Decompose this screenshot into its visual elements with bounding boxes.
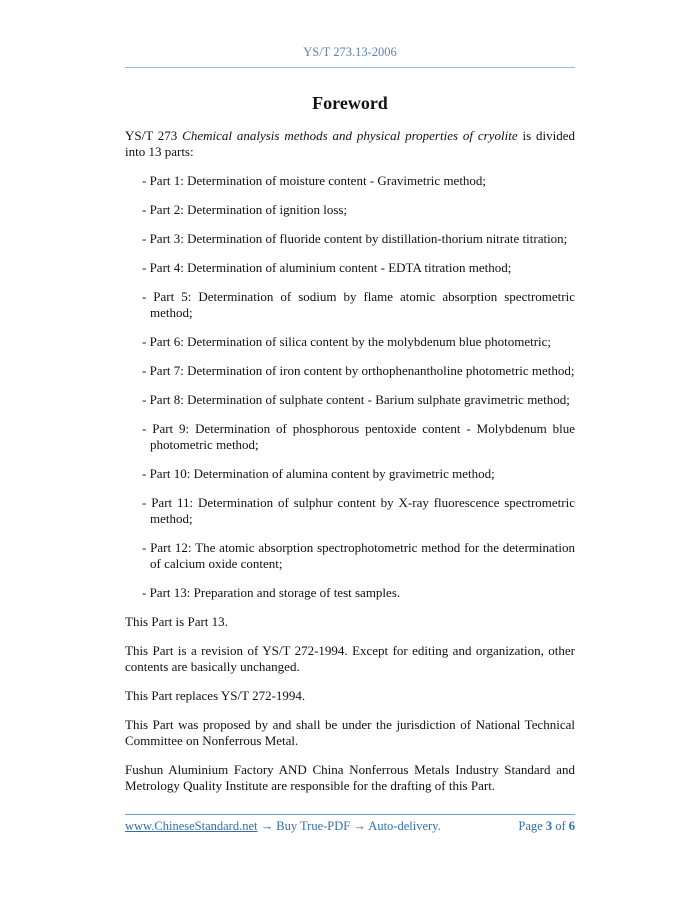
part-list-item: - Part 5: Determination of sodium by flame atomic absorption spectrometric method; bbox=[142, 289, 575, 320]
document-body bbox=[125, 128, 575, 794]
page-title: Foreword bbox=[312, 93, 388, 113]
part-list-item: - Part 11: Determination of sulphur content by X-ray fluorescence spectrometric method; bbox=[142, 495, 575, 526]
part-list-item: - Part 9: Determination of phosphorous pentoxide content - Molybdenum blue photometric method; bbox=[142, 421, 575, 452]
part-list-item: - Part 2: Determination of ignition loss; bbox=[142, 202, 348, 217]
body-paragraph: This Part replaces YS/T 272-1994. bbox=[125, 688, 306, 703]
page-number bbox=[518, 818, 575, 834]
part-list-item: - Part 6: Determination of silica content by the molybdenum blue photometric; bbox=[142, 334, 552, 349]
part-list-item: - Part 12: The atomic absorption spectrophotometric method for the determination of calcium oxide content; bbox=[142, 540, 575, 571]
part-list-item: - Part 4: Determination of aluminium content - EDTA titration method; bbox=[142, 260, 512, 275]
part-list-item: - Part 1: Determination of moisture content - Gravimetric method; bbox=[142, 173, 487, 188]
intro-title: Chemical analysis methods and physical properties of cryolite bbox=[182, 128, 518, 143]
body-paragraph: This Part is Part 13. bbox=[125, 614, 228, 629]
footer bbox=[125, 818, 575, 834]
document-page bbox=[125, 0, 575, 854]
page-label: Page bbox=[518, 819, 546, 833]
header-divider bbox=[125, 67, 575, 68]
intro-suffix: is divided into 13 parts: bbox=[125, 128, 575, 159]
intro-prefix: YS/T 273 bbox=[125, 128, 183, 143]
part-list-item: - Part 3: Determination of fluoride content by distillation-thorium nitrate titration; bbox=[142, 231, 568, 246]
buy-pdf-text: → Buy True-PDF → Auto-delivery. bbox=[257, 819, 441, 833]
of-label: of bbox=[552, 819, 569, 833]
footer-promo bbox=[125, 818, 441, 834]
website-link[interactable]: www.ChineseStandard.net bbox=[125, 819, 258, 833]
part-list-item: - Part 7: Determination of iron content by orthophenantholine photometric method; bbox=[142, 363, 575, 378]
footer-divider bbox=[125, 814, 575, 815]
total-pages: 6 bbox=[568, 819, 575, 833]
body-paragraph: This Part was proposed by and shall be under the jurisdiction of National Technical Committee on Nonferrous Metal. bbox=[125, 717, 575, 748]
body-paragraph: Fushun Aluminium Factory AND China Nonferrous Metals Industry Standard and Metrology Quality Institute are responsible for the drafting of this Part. bbox=[125, 762, 575, 793]
body-paragraph: This Part is a revision of YS/T 272-1994. Except for editing and organization, other contents are basically unchanged. bbox=[125, 643, 575, 674]
part-list-item: - Part 10: Determination of alumina content by gravimetric method; bbox=[142, 466, 495, 481]
part-list-item: - Part 13: Preparation and storage of test samples. bbox=[142, 585, 401, 600]
part-list-item: - Part 8: Determination of sulphate content - Barium sulphate gravimetric method; bbox=[142, 392, 570, 407]
document-id-header: YS/T 273.13-2006 bbox=[303, 45, 397, 59]
intro-paragraph bbox=[125, 128, 575, 160]
current-page: 3 bbox=[545, 819, 553, 833]
